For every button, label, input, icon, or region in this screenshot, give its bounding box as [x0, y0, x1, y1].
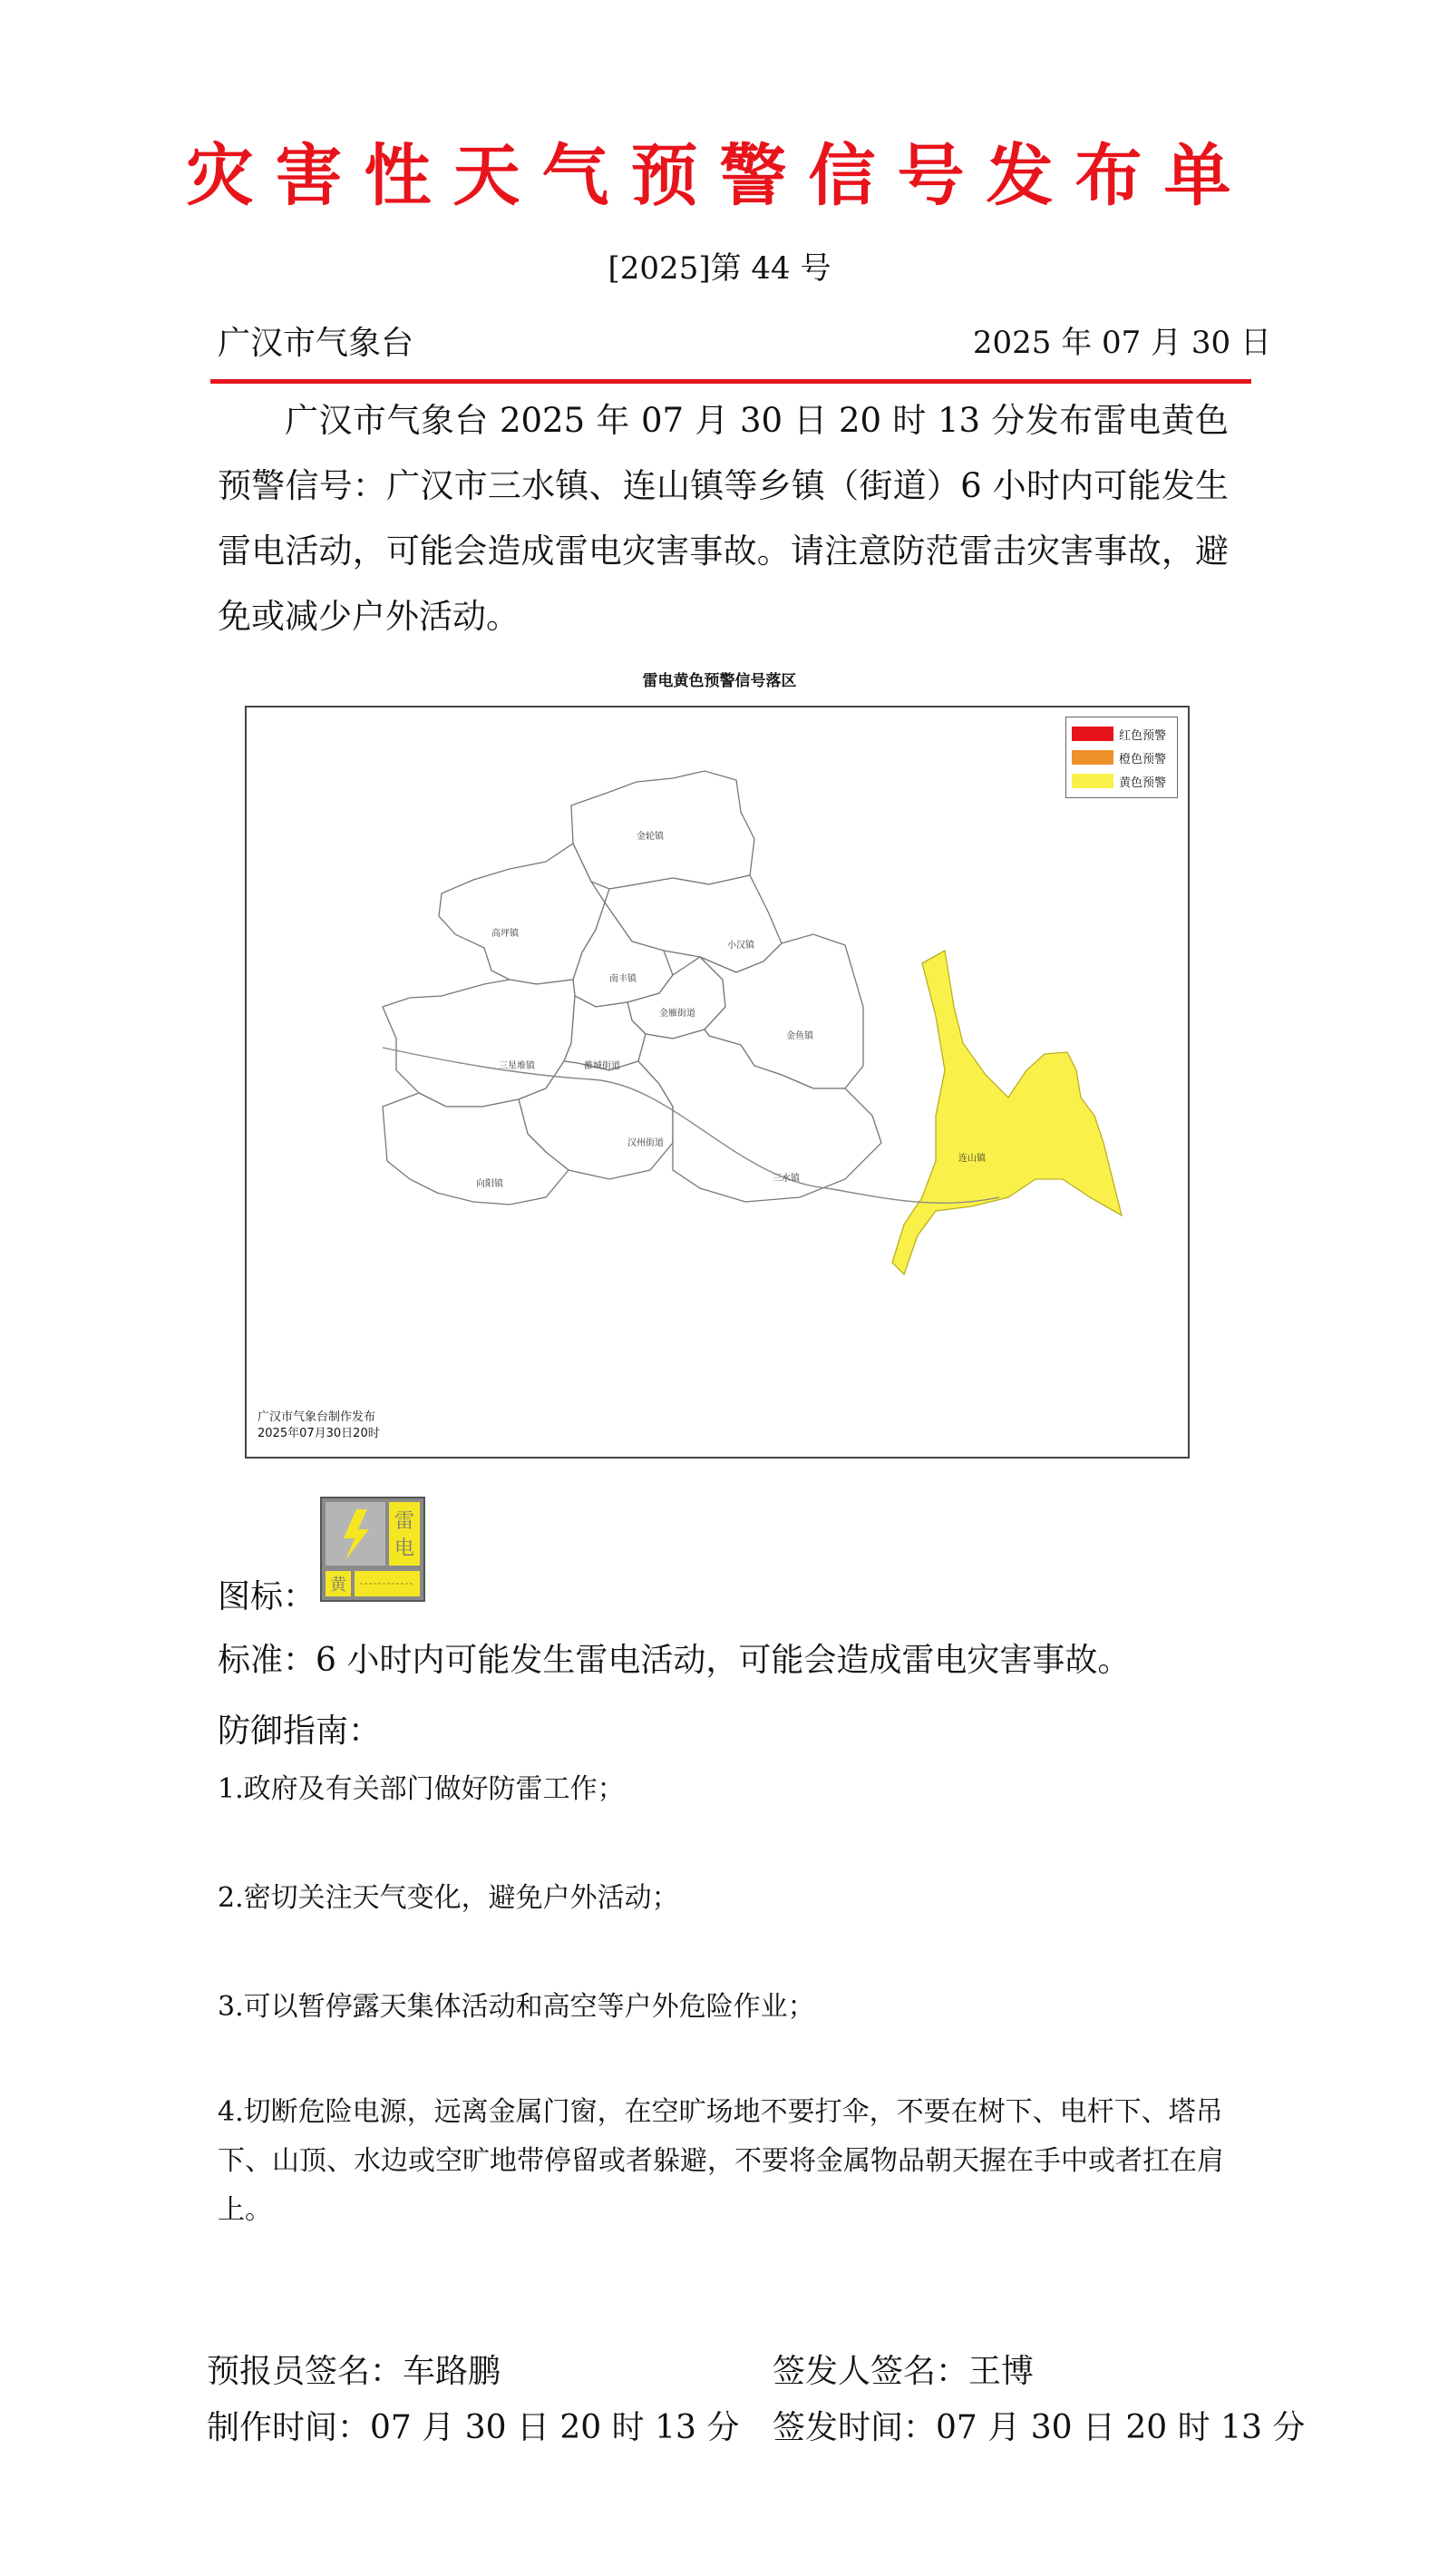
defense-guide-heading: 防御指南：	[218, 1712, 382, 1750]
legend-label-red: 红色预警	[1119, 728, 1167, 743]
label-nanfeng: 南丰镇	[609, 974, 637, 984]
guide-item-1: 1.政府及有关部门做好防雷工作；	[218, 1773, 625, 1805]
legend-swatch-red	[1072, 727, 1113, 741]
label-xiaohan: 小汉镇	[727, 941, 754, 951]
label-jinyu: 金鱼镇	[786, 1031, 813, 1041]
icon-char-lei: 雷	[394, 1510, 415, 1533]
warning-area-map	[245, 706, 1190, 1459]
map-drawing	[247, 707, 1188, 1457]
icon-char-huang: 黄	[330, 1576, 346, 1595]
map-legend	[1065, 717, 1178, 798]
legend-label-orange: 橙色预警	[1119, 752, 1167, 766]
label-jinyan: 金雁街道	[659, 1009, 695, 1019]
document-number: [2025]第 44 号	[608, 250, 831, 287]
issued-time: 签发时间：07 月 30 日 20 时 13 分	[773, 2409, 1306, 2446]
warning-body-text: 广汉市气象台 2025 年 07 月 30 日 20 时 13 分发布雷电黄色预警信号：广汉市三水镇、连山镇等乡镇（街道）6 小时内可能发生雷电活动，可能会造成雷电灾害事故。请注意防范雷击灾害事故，避免或减少户外活动。	[218, 401, 1229, 636]
legend-label-yellow: 黄色预警	[1119, 776, 1167, 790]
map-credit-line1: 广汉市气象台制作发布	[258, 1410, 376, 1424]
label-jinlun: 金轮镇	[637, 832, 664, 842]
lightning-yellow-warning-icon	[320, 1497, 425, 1602]
map-region-jinlun	[571, 771, 754, 889]
map-credit-line2: 2025年07月30日20时	[258, 1427, 380, 1440]
legend-item-orange	[1072, 748, 1166, 766]
header-divider	[210, 379, 1251, 384]
map-title: 雷电黄色预警信号落区	[642, 672, 797, 690]
icon-label: 图标：	[218, 1578, 316, 1615]
label-sanshui: 三水镇	[773, 1174, 800, 1184]
guide-item-2: 2.密切关注天气变化，避免户外活动；	[218, 1882, 679, 1914]
legend-swatch-yellow	[1072, 774, 1113, 788]
legend-swatch-orange	[1072, 750, 1113, 765]
forecaster-signature: 预报员签名：车路鹏	[207, 2353, 501, 2390]
label-xiangyang: 向阳镇	[476, 1179, 503, 1189]
warning-standard: 标准：6 小时内可能发生雷电活动，可能会造成雷电灾害事故。	[218, 1642, 1131, 1679]
guide-item-4: 4.切断危险电源，远离金属门窗，在空旷场地不要打伞，不要在树下、电杆下、塔吊下、山顶、水边或空旷地带停留或者躲避，不要将金属物品朝天握在手中或者扛在肩上。	[218, 2096, 1224, 2226]
icon-char-dian: 电	[394, 1537, 415, 1560]
label-gaoping: 高坪镇	[491, 929, 519, 939]
issuer-name: 广汉市气象台	[218, 325, 414, 362]
document-title: 灾害性天气预警信号发布单	[186, 137, 1253, 215]
legend-item-red	[1072, 725, 1166, 743]
issue-date: 2025 年 07 月 30 日	[972, 325, 1271, 361]
made-time: 制作时间：07 月 30 日 20 时 13 分	[207, 2409, 740, 2446]
guide-item-3: 3.可以暂停露天集体活动和高空等户外危险作业；	[218, 1991, 815, 2023]
label-hanzhou: 汉州街道	[627, 1138, 664, 1148]
map-region-lianshan	[892, 951, 1122, 1274]
label-luocheng: 雒城街道	[584, 1061, 620, 1071]
label-lianshan: 连山镇	[958, 1154, 986, 1164]
signer-signature: 签发人签名：王博	[773, 2353, 1035, 2390]
label-sanxingdui: 三星堆镇	[499, 1061, 535, 1071]
legend-item-yellow	[1072, 772, 1166, 790]
map-credit	[258, 1410, 380, 1442]
